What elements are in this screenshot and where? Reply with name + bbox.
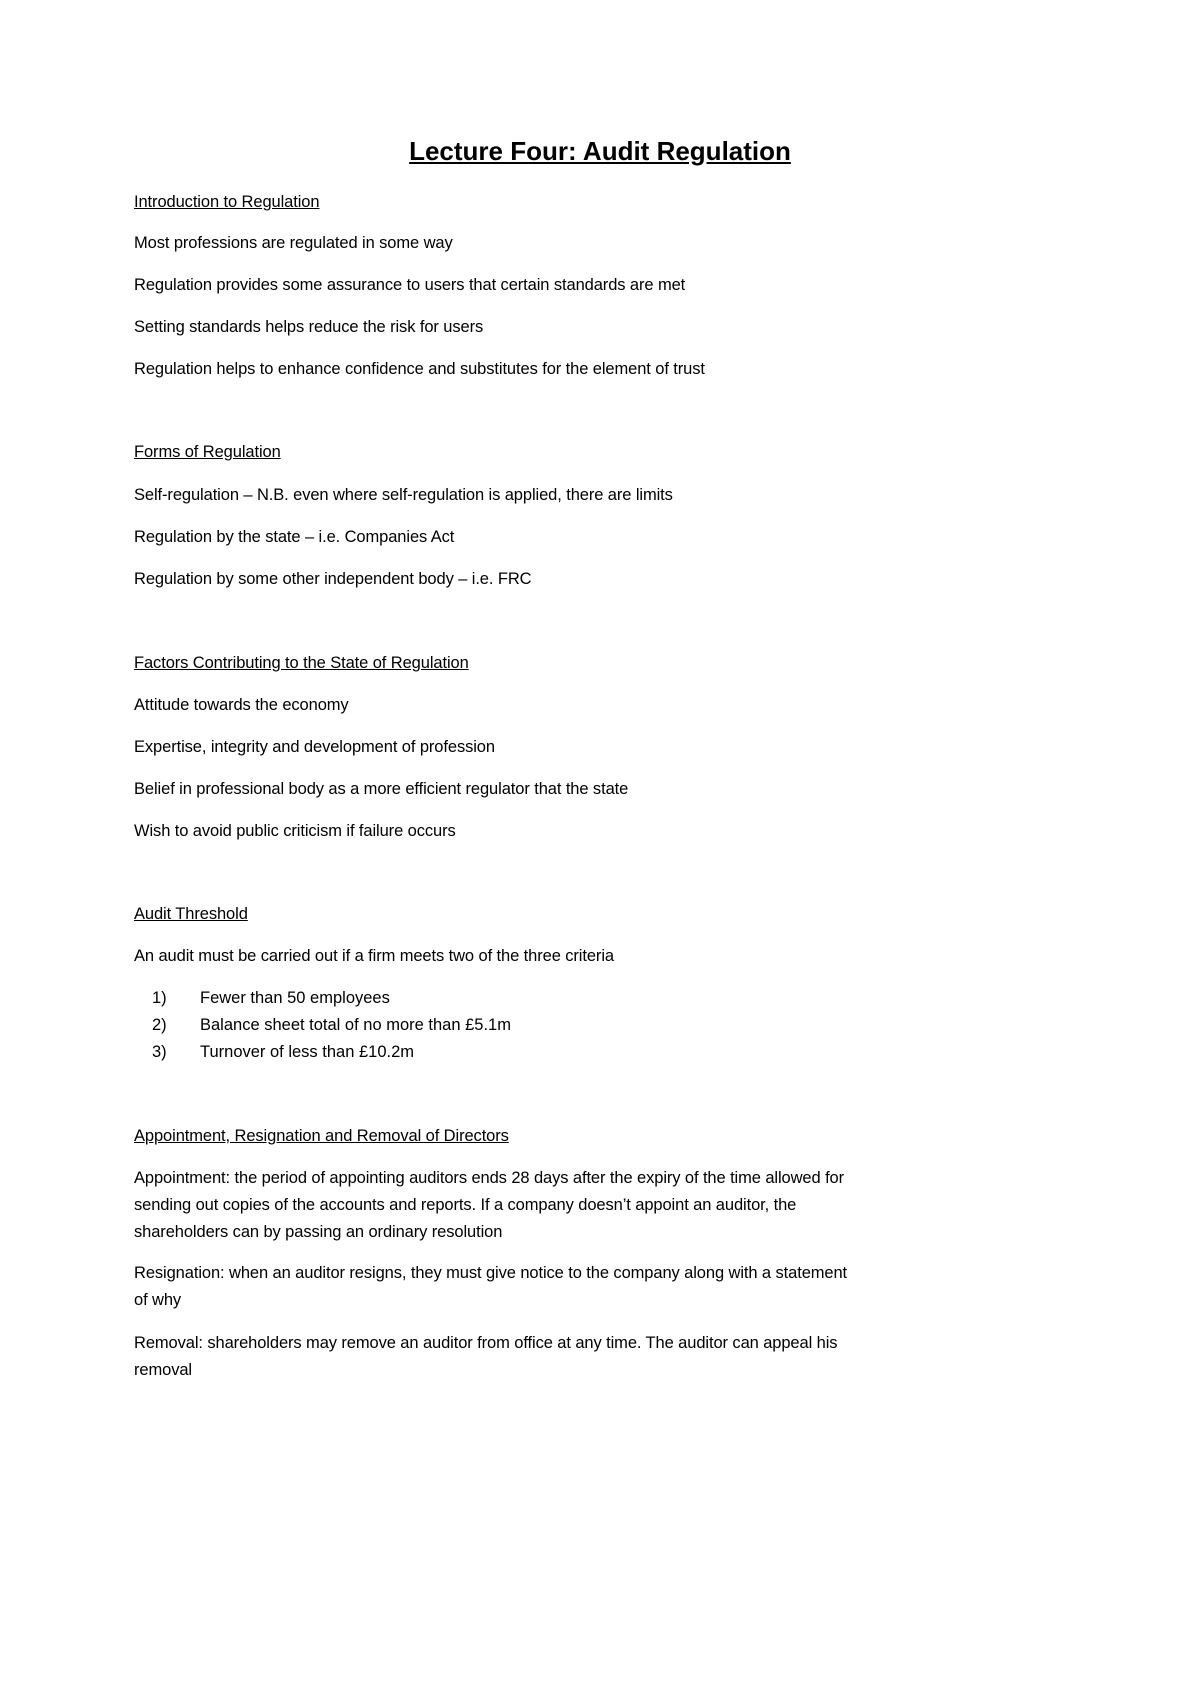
section-heading: Introduction to Regulation <box>134 193 320 211</box>
paragraph-resignation <box>134 1260 847 1314</box>
paragraph: Most professions are regulated in some way <box>134 234 453 252</box>
paragraph: Regulation helps to enhance confidence and substitutes for the element of trust <box>134 360 705 378</box>
text-line: Resignation: when an auditor resigns, they must give notice to the company along with a statement <box>134 1264 848 1282</box>
list-text: Balance sheet total of no more than £5.1m <box>200 1016 511 1034</box>
list-item <box>152 1039 414 1066</box>
paragraph: Regulation provides some assurance to users that certain standards are met <box>134 276 686 294</box>
paragraph: Attitude towards the economy <box>134 696 349 714</box>
list-number: 2) <box>152 1016 167 1034</box>
list-item <box>152 1012 511 1039</box>
text-line: Removal: shareholders may remove an auditor from office at any time. The auditor can appeal his <box>134 1334 838 1352</box>
section-heading: Appointment, Resignation and Removal of Directors <box>134 1127 509 1145</box>
text-line: of why <box>134 1291 182 1309</box>
paragraph-appointment <box>134 1165 844 1246</box>
paragraph-removal <box>134 1330 837 1384</box>
paragraph: Regulation by some other independent body – i.e. FRC <box>134 570 532 588</box>
text-line: Appointment: the period of appointing auditors ends 28 days after the expiry of the time allowed for <box>134 1169 845 1187</box>
paragraph: Regulation by the state – i.e. Companies Act <box>134 528 455 546</box>
section-heading: Factors Contributing to the State of Regulation <box>134 654 469 672</box>
list-text: Fewer than 50 employees <box>200 989 390 1007</box>
page-title: Lecture Four: Audit Regulation <box>409 136 791 166</box>
section-heading: Forms of Regulation <box>134 443 281 461</box>
paragraph: Belief in professional body as a more efficient regulator that the state <box>134 780 629 798</box>
paragraph: Setting standards helps reduce the risk for users <box>134 318 484 336</box>
list-item <box>152 985 390 1012</box>
paragraph: Wish to avoid public criticism if failure occurs <box>134 822 456 840</box>
text-line: sending out copies of the accounts and reports. If a company doesn’t appoint an auditor, the <box>134 1196 797 1214</box>
text-line: shareholders can by passing an ordinary resolution <box>134 1223 503 1241</box>
paragraph: Expertise, integrity and development of profession <box>134 738 495 756</box>
list-number: 3) <box>152 1043 167 1061</box>
section-heading: Audit Threshold <box>134 905 248 923</box>
paragraph: Self-regulation – N.B. even where self-regulation is applied, there are limits <box>134 486 673 504</box>
text-line: removal <box>134 1361 192 1379</box>
list-text: Turnover of less than £10.2m <box>200 1043 415 1061</box>
list-number: 1) <box>152 989 167 1007</box>
paragraph: An audit must be carried out if a firm meets two of the three criteria <box>134 947 614 965</box>
